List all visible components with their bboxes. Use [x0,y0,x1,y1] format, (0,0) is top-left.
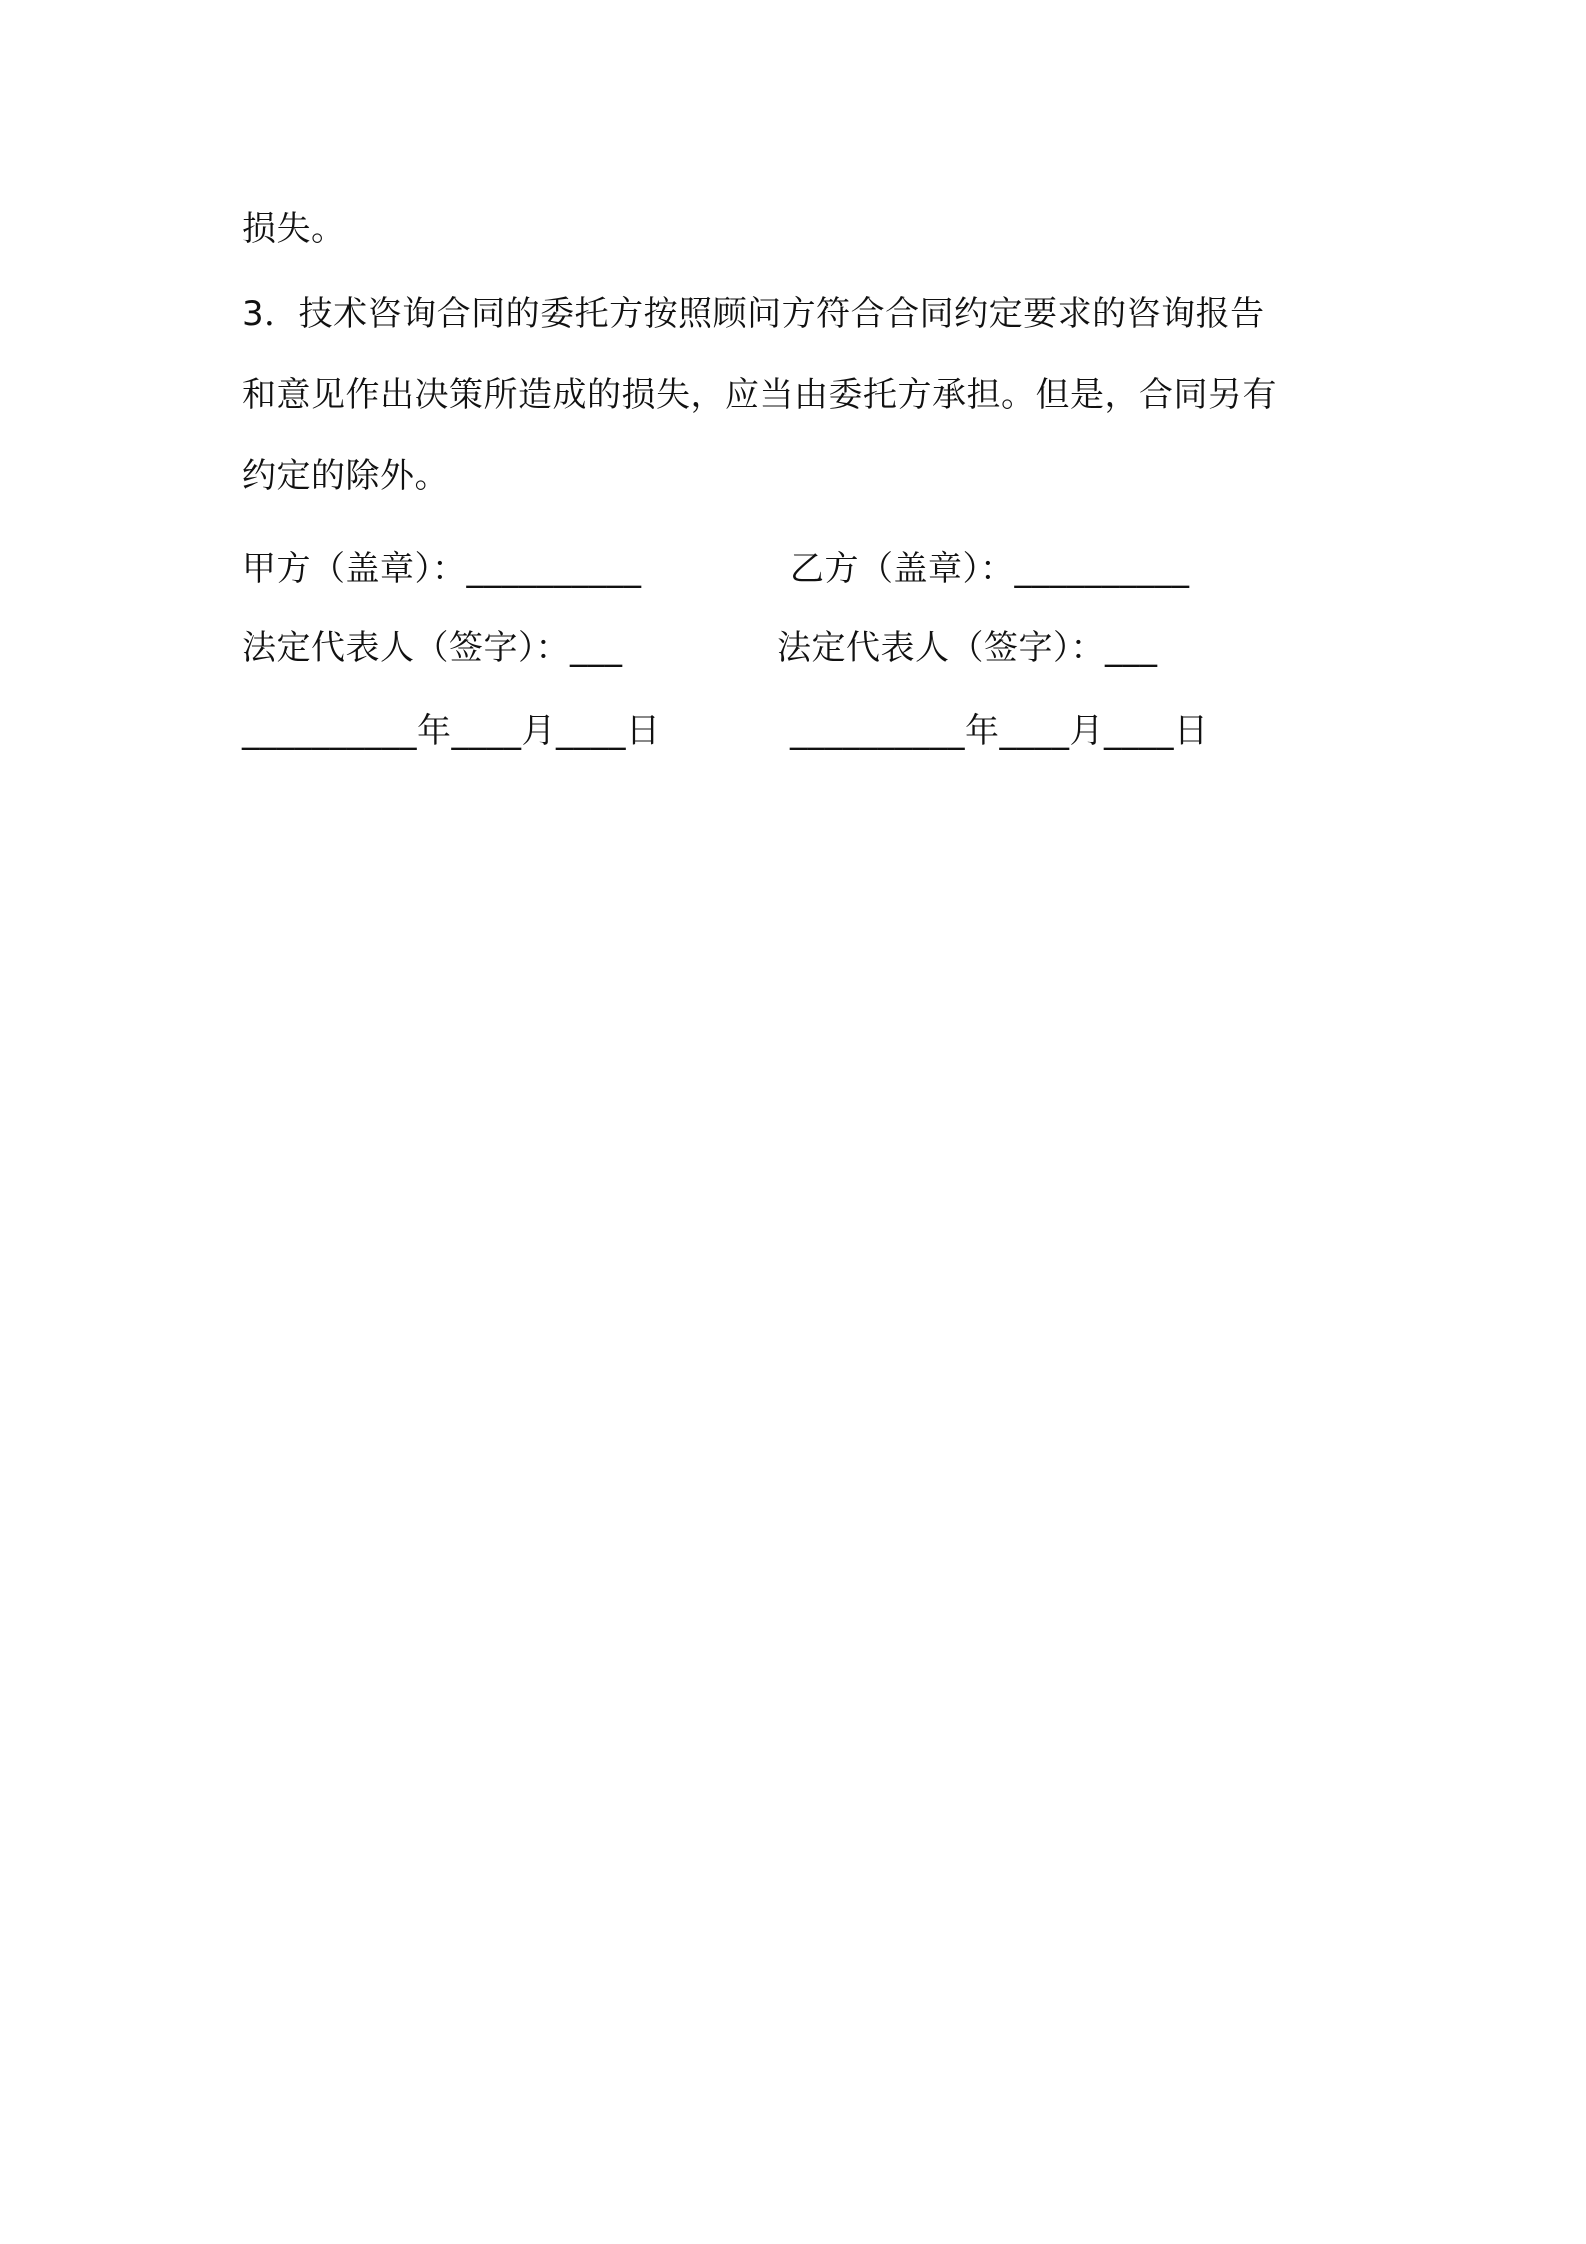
party-b-representative-field: 法定代表人（签字）：___ [777,628,1158,668]
paragraph-line-4: 约定的除外。 [242,456,449,496]
party-b-date-field: __________年____月____日 [790,711,1209,751]
party-a-representative-field: 法定代表人（签字）：___ [242,628,623,668]
paragraph-line-3: 和意见作出决策所造成的损失，应当由委托方承担。但是，合同另有 [242,375,1277,415]
party-a-seal-field: 甲方（盖章）：__________ [242,549,642,589]
paragraph-line-1: 损失。 [242,209,346,249]
paragraph-line-2: 3．技术咨询合同的委托方按照顾问方符合合同约定要求的咨询报告 [242,294,1265,334]
party-a-date-field: __________年____月____日 [242,711,661,751]
party-b-seal-field: 乙方（盖章）：__________ [790,549,1190,589]
